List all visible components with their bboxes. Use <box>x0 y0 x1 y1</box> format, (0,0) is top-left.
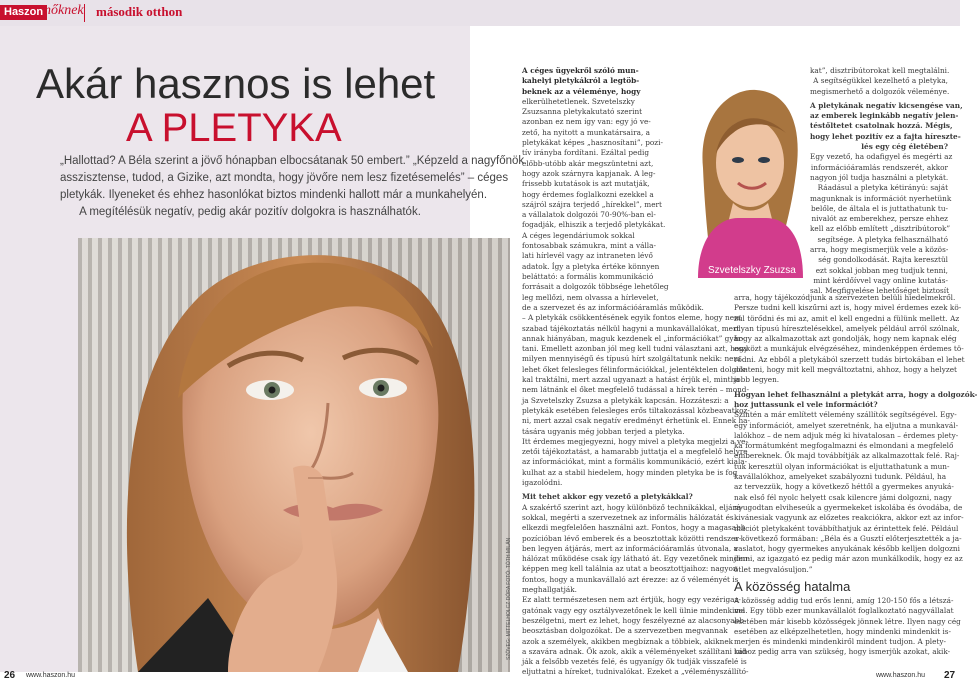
text-line: beosztásban dolgozókat. De a szervezetben megvannak <box>522 626 728 636</box>
text-line: arra, hogy megismerjük vele a közös- <box>810 245 949 255</box>
text-line: információáramlás rendszerét, akkor <box>810 162 948 172</box>
text-line: Itt érdemes megjegyezni, hogy mivel a pletyka megjelzi a ve- <box>522 436 748 446</box>
lead-line: A megítélésük negatív, pedig akár pozitív dolgokra is használhatók. <box>79 206 421 218</box>
text-line: az tervezzük, hogy a következő héttől a gyermekes anyuká- <box>734 482 954 492</box>
text-line: ka formátumként megfogalmazni és elmondani a megfelelő <box>734 441 954 451</box>
text-line: előbb-utóbb akár megszüntetni azt, <box>522 158 654 168</box>
subheading: A közösség hatalma <box>734 579 851 594</box>
text-line: pletykákat képes „hasznosítani”, pozi- <box>522 138 663 148</box>
text-line: sokkal, megérti a szervezetnek az informális hálózatát és <box>522 512 734 522</box>
text-line: beknek az a véleménye, hogy <box>522 86 641 96</box>
text-line: tani. Emellett azonban jól meg kell tudni választani azt, hogy <box>522 344 748 354</box>
text-line: A segítségükkel kezelhető a pletyka, <box>813 76 948 86</box>
text-line: egy információt, amelyet szeretnénk, ha eljutna a munkavál- <box>734 420 959 430</box>
text-line: nyugodtan elviheseúk a gyermekeket iskolába és óvodába, de <box>734 502 963 512</box>
text-line: kulhat az a stabil hiedelem, hogy minden pletyka be is fog <box>522 467 738 477</box>
header-divider <box>84 4 85 22</box>
text-line: hogy érdemes foglalkozni ezekkel a <box>522 189 654 199</box>
text-line: Szintén a már említett vélemény szállítók segítségével. Egy- <box>734 410 957 420</box>
text-line: zetői tájékoztatást, a hamarabb juttatja el a megfelelő helyre <box>522 447 748 457</box>
text-line: magunknak is információt nyerhetünk <box>810 193 952 203</box>
text-line: képpen meg kell találnia az utat a beosztottjaihoz: nagyon <box>522 564 738 574</box>
main-photo <box>78 238 510 672</box>
text-line: eljuttatni a híreket, tudnivalókat. Ezeket a „véleményszállító- <box>522 667 749 677</box>
text-line: ben legyen átjárás, mert az információáramlás útvonala, a <box>522 543 738 553</box>
article-column-middle-top <box>522 66 670 303</box>
lead-paragraph <box>60 153 525 221</box>
text-line: lalókhoz – de nem adjuk még ki hivatalosan – érdemes plety- <box>734 430 959 440</box>
text-line: lés egy cég életében? <box>861 142 948 152</box>
text-line: Mit tehet akkor egy vezető a pletykákkal? <box>522 492 693 502</box>
text-line: kahelyi pletykákról a legtöb- <box>522 76 640 86</box>
text-line: Hogyan lehet felhasználni a pletykát arra, hogy a dolgozók- <box>734 389 977 399</box>
text-line: az információkat, mint a formális kommunikáció, ezért kiala- <box>522 457 748 467</box>
text-line: zül törődni és mi az, amit el kell engedni a fülünk mellett. Az <box>734 313 960 323</box>
text-line: pozícióban lévő emberek és a beosztottak közötti rendszer- <box>522 533 742 543</box>
page-number-right: 27 <box>944 670 956 681</box>
text-line: ja Szvetelszky Zsuzsa a pletykák kapcsán. Hozzáteszi: a <box>522 395 729 405</box>
text-line: lehet őket felesleges félinformációkkal, jelentéktelen dolgok- <box>522 364 748 374</box>
text-line: – A pletykák csökkentésének egyik fontos eleme, hogy nem <box>522 313 741 323</box>
text-line: beláttató: a formális kommunikáció <box>522 271 654 281</box>
text-line: Zsuzsanna pletykakutató szerint <box>522 107 643 117</box>
text-line: segítsége. A pletyka felhasználható <box>817 234 948 244</box>
text-line: belőle, de általa el is juttathatunk tu- <box>811 203 948 213</box>
text-line: merjen és mindenki mindenkiről mindent tudjon. A plety- <box>734 637 946 647</box>
text-line: sal. Megfigyelése lehetőséget biztosít <box>810 286 950 296</box>
text-line: tív irányba fordítani. Ezáltal pedig <box>522 148 650 158</box>
text-line: arra, hogy tájékozódjunk a szervezeten belüli hiedelmekről. <box>734 293 956 302</box>
text-line: nak első fél nyolc helyett csak kilencre jámi dolgozni, nagy <box>734 492 952 502</box>
text-line: kivánesiak vagyunk az előzetes reakciókra, akkor ezt az infor- <box>734 513 964 523</box>
text-line: forrásait a dolgozók többsége lehetőleg <box>522 282 669 292</box>
text-line: Egy vezető, ha odafigyel és megérti az <box>810 152 953 162</box>
text-line: kat”, disztribútorokat kell megtalálni. <box>810 66 950 75</box>
text-line: ség gondolkodását. Rajta keresztül <box>818 255 948 265</box>
text-line: elkezdi megfelelően használni azt. Fontos, hogy a magasabb <box>522 523 746 533</box>
text-line: beszélgetni, mert ez lehet, hogy feszélyezné az alacsonyabb <box>522 615 744 625</box>
text-line: Ráadásul a pletyka kétirányú: saját <box>817 183 948 193</box>
text-line: meghallgatják. <box>522 585 577 595</box>
inset-photo-caption: Szvetelszky Zsuzsa <box>708 265 796 276</box>
text-line: hogy az alkalmazottak azt gondolják, hogy nem kapnak elég <box>734 334 957 344</box>
article-column-right-bottom <box>734 293 977 575</box>
text-line: elkerülhetetlenek. Szvetelszky <box>522 96 635 106</box>
text-line: ezt sokkal jobban meg tudjuk tenni, <box>815 265 948 275</box>
text-line: szabad tájékoztatás nélkül hagyni a munkavállalókat, mert <box>522 323 740 333</box>
text-line: A céges legendáriumok sokkal <box>522 230 635 240</box>
lead-line: pletykák. Ilyeneket és ehhez hasonlókat biztos mindenki hallott már a munkahelyén. <box>60 189 488 201</box>
site-link-right[interactable]: www.haszon.hu <box>876 672 926 679</box>
text-line: Ez alatt természetesen nem azt értjük, hogy egy vezérigaz- <box>522 595 741 605</box>
text-line: pletykák esetében felesleges erős tiltakozással közbeavatkoz- <box>522 405 750 415</box>
text-line: ötlet megvalósuljon.” <box>734 564 813 574</box>
text-line: Persze tudni kell kiszűrni azt is, hogy mivel érdemes ezek kö- <box>734 303 962 313</box>
lead-line: asszisztense, tudod, a Gizike, azt mondta, hogy jövőre nem lesz fizetésemelés” – céges <box>60 172 509 184</box>
expert-portrait-illustration <box>678 78 808 278</box>
text-line: nem látnánk el őket megfelelő tudással a hírek terén – mond- <box>522 385 749 395</box>
text-line: mint kérdőívvel vagy online kutatás- <box>813 275 948 285</box>
text-line: frissebb kutatások is azt mutatják, <box>522 179 650 189</box>
text-line: vaslatot, hogy gyermekes anyukának később kelljen dolgozni <box>734 544 960 554</box>
text-line: embereknek. Ők majd továbbítják az alkalmazottak felé. Raj- <box>734 451 960 461</box>
text-line: nivalót az emberekhez, persze ehhez <box>811 214 948 224</box>
magazine-logo[interactable]: Haszon <box>0 5 47 20</box>
text-line: adatok. Így a pletyka értéke könnyen <box>522 261 660 271</box>
page-number-left: 26 <box>4 670 16 681</box>
article-column-middle-bottom <box>522 303 750 678</box>
text-line: dönteni, hogy mit kell megváltoztatni, ahhoz, hogy a helyzet <box>734 365 957 375</box>
inset-photo <box>678 78 808 278</box>
text-line: de a szervezet és az információáramlás működik. <box>522 303 704 312</box>
text-line: az emberek leginkább negatív jelen- <box>810 111 959 121</box>
woman-shush-illustration <box>78 238 510 672</box>
text-line: jönni, az igazgató ez pedig már azon munkálkodik, hogy ez az <box>734 554 963 564</box>
text-line: azok a személyek, akikben megbíznak a többiek, akiknek <box>522 636 734 646</box>
text-line: milyen mennyiségű és típusú hírt szolgáltatunk nekik: nem <box>522 354 741 364</box>
text-line: A szakértő szerint azt, hogy különböző technikákkal, eljárá- <box>522 502 743 512</box>
text-line: kához pedig arra van szükség, hogy ismerjük azokat, akik- <box>734 647 951 657</box>
text-line: esetében már kisebb közösségek jönnek létre. Ilyen nagy cég <box>734 616 961 626</box>
text-line: ják a felsőbb vezetés felé, és ugyanígy ők tudják visszafelé is <box>522 657 747 667</box>
text-line: ni, mert azzal csak negatív eredményt érhetünk el. Ennek ha- <box>522 416 750 426</box>
text-line: lati hírlevél vagy az intraneten lévő <box>522 251 653 261</box>
text-line: azonban ez nem így van: egy jó ve- <box>522 117 651 127</box>
text-line: olyan típusú híresztelésekkel, amelyek például arról szólnak, <box>734 323 960 333</box>
text-line: kavállalókhoz, amelyeket szabályozni tudunk. Például, ha <box>734 472 947 482</box>
text-line: A közösség addig tud erős lenni, amíg 120-150 fős a létszá- <box>734 596 954 605</box>
text-line: eszközt a munkájuk elvégzéséhez, mindenképpen érdemes tö- <box>734 344 964 354</box>
text-line: szájról szájra terjedő „hírekkel”, mert <box>522 199 662 209</box>
text-line: megismerhető a dolgozók véleménye. <box>810 86 950 96</box>
text-line: tuk keresztül olyan információkat is eljuttathatunk a mun- <box>734 461 950 471</box>
photo-credit: SZÖVEG: MITTELHOLCZ DÓRA FOTÓ: TÓTH MILÁN <box>506 537 512 660</box>
text-line: téstőltetet csatolnak hozzá. Mégis, <box>810 121 953 131</box>
text-line: rődni. Az ebből a pletykából szerzett tudás birtokában el lehet <box>734 354 965 364</box>
text-line: leg mellőzi, nem olvassa a hírlevelet, <box>522 292 659 302</box>
text-line: a szavára adnak. Ők azok, akik a véleményeket szállítani tud- <box>522 646 750 656</box>
article-column-right-last <box>734 596 961 658</box>
magazine-logo-tail: nőknek <box>44 3 84 18</box>
text-line: annak hiányában, maguk kezdenek el „információkat” gyár- <box>522 333 744 343</box>
text-line: gatónak vagy egy osztályvezetőnek le kell ülnie mindenkivel <box>522 605 746 615</box>
text-line: zető, ha nyitott a munkatársaira, a <box>522 127 650 137</box>
text-line: A céges ügyekről szóló mun- <box>522 66 639 75</box>
text-line: tására ugyanis még jobban terjed a pletyka. <box>522 426 685 436</box>
text-line: nagyon jól tudja használni a pletykát. <box>810 172 949 182</box>
text-line: kell az előbb említett „disztribútorok” <box>810 224 951 234</box>
text-line: hálózat működése csak így látható át. Egy vezetőnek minden- <box>522 554 750 564</box>
text-line: a vállalatok dolgozói 70-90%-ban el- <box>522 210 656 220</box>
text-line: jobb legyen. <box>734 375 780 385</box>
article-column-right-top <box>810 66 963 297</box>
headline-line-2: A PLETYKA <box>126 106 342 150</box>
text-line: esetében az elképzelhetetlen, hogy mindenki mindenkit is- <box>734 626 952 636</box>
text-line: fontosabbak számukra, mint a válla- <box>522 241 656 251</box>
text-line: A pletykának negatív kicsengése van, <box>810 100 963 110</box>
text-line: mációt pletykaként továbbíthatjuk az érintettek felé. Például <box>734 523 959 533</box>
text-line: hogy azok szárnyra kapjanak. A leg- <box>522 168 656 178</box>
text-line: igazolódni. <box>522 478 563 488</box>
lead-line: „Hallottad? A Béla szerint a jövő hónapban elbocsátanak 50 embert.” „Képzeld a nagyfőnök <box>60 155 525 167</box>
text-line: a következő formában: „Béla és a Gusztí előterjesztették a ja- <box>734 533 962 543</box>
section-title: második otthon <box>96 4 183 19</box>
text-line: hoz juttassunk el vele információt? <box>734 399 878 409</box>
text-line: fogadják, elhiszik a terjedő pletykákat. <box>522 220 666 230</box>
text-line: hogy lehet pozitív ez a fajta híreszte- <box>810 131 961 141</box>
text-line: ma. Egy több ezer munkavállalót foglalkoztató nagyvállalat <box>734 606 954 616</box>
headline-line-1: Akár hasznos is lehet <box>36 60 436 107</box>
text-line: fontos, hogy a munkavállaló azt érezze: az ő véleményét is <box>522 574 739 584</box>
text-line: kal traktálni, mert azzal ugyanazt a hatást érjük el, mintha <box>522 375 740 385</box>
site-link-left[interactable]: www.haszon.hu <box>26 672 76 679</box>
